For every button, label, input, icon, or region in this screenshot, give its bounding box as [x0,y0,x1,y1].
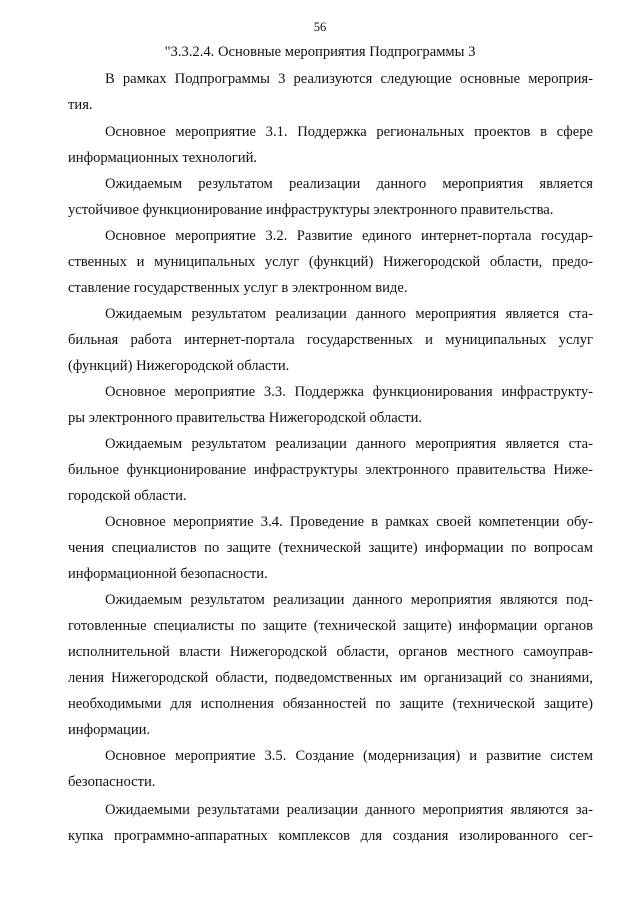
text-line: (функций) Нижегородской области. [68,358,290,374]
text-line: городской области. [68,488,187,504]
section-heading: "3.3.2.4. Основные мероприятия Подпрограммы 3 [164,44,476,60]
text-line: бильное функционирование инфраструктуры электронного правительства Ниже- [68,462,593,478]
text-line: информационных технологий. [68,150,258,166]
text-line: чения специалистов по защите (технической защите) информации по вопросам [68,540,593,556]
text-line: устойчивое функционирование инфраструктуры электронного правительства. [68,202,554,218]
text-line: ственных и муниципальных услуг (функций) Нижегородской области, предо- [68,254,593,270]
text-line: необходимыми для исполнения обязанностей по защите (технической защите) [68,696,593,712]
page-number: 56 [313,20,327,34]
text-line: Основное мероприятие 3.2. Развитие единого интернет-портала государ- [105,228,593,244]
text-line: Ожидаемым результатом реализации данного мероприятия являются под- [105,592,593,608]
text-line: Ожидаемым результатом реализации данного мероприятия является [105,176,593,192]
text-line: Основное мероприятие 3.5. Создание (модернизация) и развитие систем [105,748,593,764]
text-line: ставление государственных услуг в электронном виде. [68,280,408,296]
text-line: информации. [68,722,151,738]
text-line: готовленные специалисты по защите (технической защите) информации органов [68,618,593,634]
text-line: В рамках Подпрограммы 3 реализуются следующие основные мероприя- [105,71,593,87]
text-line: Основное мероприятие 3.1. Поддержка региональных проектов в сфере [105,124,593,140]
text-line: Ожидаемыми результатами реализации данного мероприятия являются за- [105,802,593,818]
text-line: исполнительной власти Нижегородской области, органов местного самоуправ- [68,644,593,660]
text-line: Основное мероприятие 3.4. Проведение в рамках своей компетенции обу- [105,514,593,530]
text-line: безопасности. [68,774,156,790]
text-line: купка программно-аппаратных комплексов для создания изолированного сег- [68,828,593,844]
text-line: информационной безопасности. [68,566,268,582]
text-line: Ожидаемым результатом реализации данного мероприятия является ста- [105,306,593,322]
text-line: ления Нижегородской области, подведомственных им организаций со знаниями, [68,670,593,686]
text-line: Основное мероприятие 3.3. Поддержка функционирования инфраструкту- [105,384,593,400]
text-line: ры электронного правительства Нижегородской области. [68,410,423,426]
text-line: бильная работа интернет-портала государственных и муниципальных услуг [68,332,593,348]
text-line: Ожидаемым результатом реализации данного мероприятия является ста- [105,436,593,452]
text-line: тия. [68,97,93,113]
